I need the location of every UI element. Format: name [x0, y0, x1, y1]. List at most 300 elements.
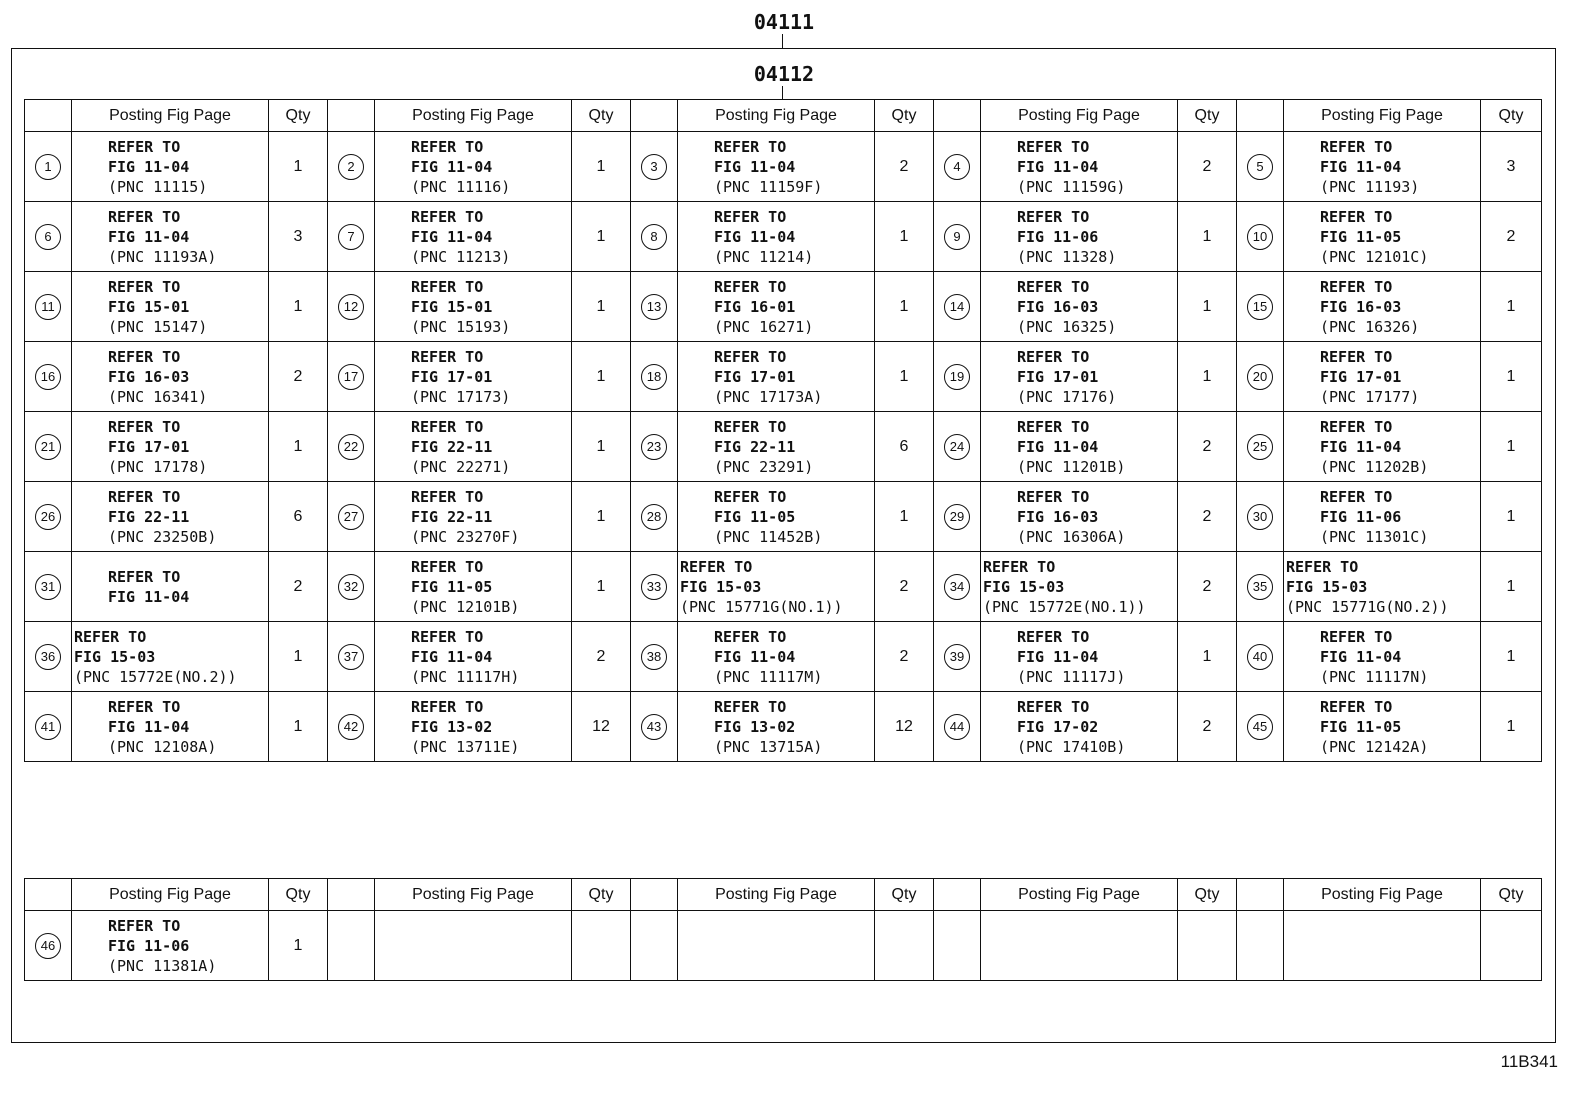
- qty-cell: 2: [1178, 132, 1237, 202]
- header-qty: Qty: [572, 879, 631, 911]
- posting-fig-page-cell: [72, 911, 269, 981]
- item-number-badge: 4: [944, 154, 970, 180]
- pnc-text: (PNC 15771G(NO.1)): [680, 597, 843, 616]
- item-number-badge: 43: [641, 714, 667, 740]
- posting-fig-page-cell: [1284, 552, 1481, 622]
- header-number-cell: [1237, 879, 1284, 911]
- refer-to-text: REFER TO: [108, 567, 181, 586]
- pnc-text: (PNC 15772E(NO.1)): [983, 597, 1146, 616]
- header-posting-fig-page: Posting Fig Page: [678, 100, 875, 132]
- pnc-text: (PNC 11117M): [714, 667, 823, 686]
- fig-ref-text: FIG 11-06: [1320, 507, 1402, 526]
- qty-cell: 1: [572, 342, 631, 412]
- fig-ref-text: FIG 11-04: [411, 157, 493, 176]
- item-number-badge: 38: [641, 644, 667, 670]
- item-number-cell: [25, 342, 72, 412]
- pnc-text: (PNC 11214): [714, 247, 814, 266]
- qty-cell: 3: [1481, 132, 1542, 202]
- fig-ref-text: FIG 11-04: [108, 717, 190, 736]
- refer-to-text: REFER TO: [411, 207, 484, 226]
- item-number-cell: [328, 911, 375, 981]
- item-number-badge: 2: [338, 154, 364, 180]
- posting-fig-page-cell: [678, 132, 875, 202]
- item-number-cell: [1237, 342, 1284, 412]
- item-number-badge: 30: [1247, 504, 1273, 530]
- pnc-text: (PNC 13715A): [714, 737, 823, 756]
- posting-fig-page-cell: [72, 132, 269, 202]
- fig-ref-text: FIG 22-11: [411, 507, 493, 526]
- item-number-cell: [25, 132, 72, 202]
- refer-to-text: REFER TO: [714, 417, 787, 436]
- pnc-text: (PNC 11159F): [714, 177, 823, 196]
- header-posting-fig-page: Posting Fig Page: [72, 879, 269, 911]
- qty-cell: 3: [269, 202, 328, 272]
- item-number-cell: [631, 272, 678, 342]
- refer-to-text: REFER TO: [411, 487, 484, 506]
- fig-ref-text: FIG 15-03: [680, 577, 762, 596]
- qty-cell: 1: [269, 272, 328, 342]
- fig-ref-text: FIG 11-05: [411, 577, 493, 596]
- refer-to-text: REFER TO: [74, 627, 147, 646]
- pnc-text: (PNC 11213): [411, 247, 511, 266]
- pnc-text: (PNC 11159G): [1017, 177, 1126, 196]
- qty-cell: 1: [269, 132, 328, 202]
- header-posting-fig-page: Posting Fig Page: [375, 100, 572, 132]
- posting-fig-page-cell: [72, 482, 269, 552]
- posting-fig-page-cell: [678, 272, 875, 342]
- item-number-cell: [934, 911, 981, 981]
- qty-cell: 2: [875, 552, 934, 622]
- pnc-text: (PNC 11117J): [1017, 667, 1126, 686]
- posting-fig-page-cell: [72, 552, 269, 622]
- header-row: [25, 100, 1542, 132]
- pnc-text: (PNC 23270F): [411, 527, 520, 546]
- qty-cell: 1: [572, 552, 631, 622]
- item-number-badge: 36: [35, 644, 61, 670]
- fig-ref-text: FIG 11-04: [714, 647, 796, 666]
- qty-cell: 1: [1178, 342, 1237, 412]
- fig-ref-text: FIG 11-06: [108, 936, 190, 955]
- item-number-badge: 12: [338, 294, 364, 320]
- refer-to-text: REFER TO: [1017, 627, 1090, 646]
- header-posting-fig-page: Posting Fig Page: [72, 100, 269, 132]
- fig-ref-text: FIG 11-04: [411, 647, 493, 666]
- leader-line-outer: [782, 34, 783, 48]
- item-number-cell: [25, 911, 72, 981]
- posting-fig-page-cell: [375, 132, 572, 202]
- fig-ref-text: FIG 11-04: [1017, 647, 1099, 666]
- item-number-cell: [934, 622, 981, 692]
- item-number-badge: 31: [35, 574, 61, 600]
- qty-cell: 2: [875, 622, 934, 692]
- fig-ref-text: FIG 17-01: [714, 367, 796, 386]
- posting-fig-page-cell: [72, 272, 269, 342]
- item-number-cell: [934, 692, 981, 762]
- item-number-badge: 14: [944, 294, 970, 320]
- qty-cell: 2: [1178, 552, 1237, 622]
- item-number-cell: [25, 622, 72, 692]
- fig-ref-text: FIG 13-02: [714, 717, 796, 736]
- refer-to-text: REFER TO: [1017, 277, 1090, 296]
- pnc-text: (PNC 12101C): [1320, 247, 1429, 266]
- leader-line-inner: [782, 86, 783, 99]
- qty-cell: 2: [1481, 202, 1542, 272]
- item-number-badge: 23: [641, 434, 667, 460]
- item-number-badge: 42: [338, 714, 364, 740]
- refer-to-text: REFER TO: [1017, 417, 1090, 436]
- item-number-badge: 17: [338, 364, 364, 390]
- refer-to-text: REFER TO: [714, 207, 787, 226]
- posting-fig-page-cell: [981, 272, 1178, 342]
- fig-ref-text: FIG 17-01: [108, 437, 190, 456]
- refer-to-text: REFER TO: [1320, 487, 1393, 506]
- header-posting-fig-page: Posting Fig Page: [1284, 879, 1481, 911]
- refer-to-text: REFER TO: [1017, 347, 1090, 366]
- item-number-badge: 19: [944, 364, 970, 390]
- qty-cell: 1: [1178, 622, 1237, 692]
- item-number-cell: [328, 482, 375, 552]
- refer-to-text: REFER TO: [411, 557, 484, 576]
- fig-ref-text: FIG 16-03: [1320, 297, 1402, 316]
- posting-fig-page-cell: [1284, 622, 1481, 692]
- fig-ref-text: FIG 16-03: [108, 367, 190, 386]
- posting-fig-page-cell: [72, 412, 269, 482]
- item-number-cell: [25, 202, 72, 272]
- item-number-cell: [1237, 482, 1284, 552]
- header-qty: Qty: [572, 100, 631, 132]
- qty-cell: [572, 911, 631, 981]
- posting-fig-page-cell: [375, 552, 572, 622]
- refer-to-text: REFER TO: [411, 277, 484, 296]
- item-number-badge: 11: [35, 294, 61, 320]
- pnc-text: (PNC 15193): [411, 317, 511, 336]
- header-number-cell: [631, 879, 678, 911]
- header-qty: Qty: [269, 100, 328, 132]
- fig-ref-text: FIG 11-04: [1320, 647, 1402, 666]
- posting-fig-page-cell: [981, 202, 1178, 272]
- item-number-cell: [328, 412, 375, 482]
- refer-to-text: REFER TO: [1320, 207, 1393, 226]
- pnc-text: (PNC 11328): [1017, 247, 1117, 266]
- refer-to-text: REFER TO: [108, 347, 181, 366]
- pnc-text: (PNC 11117H): [411, 667, 520, 686]
- qty-cell: 1: [875, 202, 934, 272]
- qty-cell: 12: [875, 692, 934, 762]
- qty-cell: [875, 911, 934, 981]
- fig-ref-text: FIG 17-01: [1017, 367, 1099, 386]
- posting-fig-page-cell: [981, 132, 1178, 202]
- fig-ref-text: FIG 11-04: [1320, 157, 1402, 176]
- fig-ref-text: FIG 16-01: [714, 297, 796, 316]
- item-number-cell: [1237, 272, 1284, 342]
- item-number-cell: [328, 692, 375, 762]
- fig-ref-text: FIG 22-11: [108, 507, 190, 526]
- posting-fig-page-cell: [1284, 911, 1481, 981]
- item-number-cell: [934, 412, 981, 482]
- refer-to-text: REFER TO: [983, 557, 1056, 576]
- qty-cell: 6: [875, 412, 934, 482]
- header-number-cell: [25, 100, 72, 132]
- pnc-text: (PNC 17177): [1320, 387, 1420, 406]
- fig-ref-text: FIG 11-04: [411, 227, 493, 246]
- table-row: [25, 342, 1542, 412]
- item-number-cell: [328, 552, 375, 622]
- refer-to-text: REFER TO: [1286, 557, 1359, 576]
- item-number-badge: 5: [1247, 154, 1273, 180]
- posting-fig-page-cell: [375, 482, 572, 552]
- pnc-text: (PNC 15147): [108, 317, 208, 336]
- refer-to-text: REFER TO: [1017, 207, 1090, 226]
- posting-fig-page-cell: [1284, 272, 1481, 342]
- posting-fig-page-cell: [678, 482, 875, 552]
- header-qty: Qty: [875, 879, 934, 911]
- fig-ref-text: FIG 17-01: [1320, 367, 1402, 386]
- pnc-text: (PNC 15771G(NO.2)): [1286, 597, 1449, 616]
- fig-ref-text: FIG 11-06: [1017, 227, 1099, 246]
- item-number-cell: [328, 342, 375, 412]
- qty-cell: 1: [572, 482, 631, 552]
- item-number-cell: [1237, 132, 1284, 202]
- item-number-badge: 25: [1247, 434, 1273, 460]
- item-number-cell: [631, 911, 678, 981]
- pnc-text: (PNC 16326): [1320, 317, 1420, 336]
- fig-ref-text: FIG 22-11: [714, 437, 796, 456]
- posting-fig-page-cell: [678, 342, 875, 412]
- item-number-badge: 35: [1247, 574, 1273, 600]
- pnc-text: (PNC 12108A): [108, 737, 217, 756]
- qty-cell: 1: [269, 911, 328, 981]
- main-parts-table: [24, 99, 1542, 762]
- header-number-cell: [328, 100, 375, 132]
- item-number-cell: [631, 552, 678, 622]
- qty-cell: 1: [1178, 272, 1237, 342]
- item-number-badge: 29: [944, 504, 970, 530]
- qty-cell: 2: [1178, 482, 1237, 552]
- table-row: [25, 482, 1542, 552]
- refer-to-text: REFER TO: [108, 207, 181, 226]
- item-number-badge: 3: [641, 154, 667, 180]
- item-number-cell: [934, 482, 981, 552]
- fig-ref-text: FIG 17-01: [411, 367, 493, 386]
- pnc-text: (PNC 17173A): [714, 387, 823, 406]
- posting-fig-page-cell: [981, 482, 1178, 552]
- pnc-text: (PNC 11301C): [1320, 527, 1429, 546]
- item-number-badge: 46: [35, 933, 61, 959]
- posting-fig-page-cell: [981, 911, 1178, 981]
- refer-to-text: REFER TO: [714, 627, 787, 646]
- table-row: [25, 202, 1542, 272]
- item-number-cell: [934, 272, 981, 342]
- item-number-badge: 45: [1247, 714, 1273, 740]
- fig-ref-text: FIG 17-02: [1017, 717, 1099, 736]
- qty-cell: [1178, 911, 1237, 981]
- posting-fig-page-cell: [375, 342, 572, 412]
- item-number-badge: 1: [35, 154, 61, 180]
- item-number-badge: 7: [338, 224, 364, 250]
- qty-cell: 6: [269, 482, 328, 552]
- pnc-text: (PNC 17178): [108, 457, 208, 476]
- fig-ref-text: FIG 11-04: [714, 157, 796, 176]
- table-row: [25, 552, 1542, 622]
- item-number-badge: 34: [944, 574, 970, 600]
- fig-ref-text: FIG 11-05: [714, 507, 796, 526]
- refer-to-text: REFER TO: [411, 697, 484, 716]
- pnc-text: (PNC 17173): [411, 387, 511, 406]
- fig-ref-text: FIG 15-01: [411, 297, 493, 316]
- posting-fig-page-cell: [375, 692, 572, 762]
- item-number-badge: 13: [641, 294, 667, 320]
- pnc-text: (PNC 16306A): [1017, 527, 1126, 546]
- item-number-cell: [25, 272, 72, 342]
- item-number-badge: 37: [338, 644, 364, 670]
- posting-fig-page-cell: [678, 622, 875, 692]
- fig-ref-text: FIG 11-04: [108, 227, 190, 246]
- qty-cell: 2: [1178, 692, 1237, 762]
- fig-ref-text: FIG 13-02: [411, 717, 493, 736]
- refer-to-text: REFER TO: [714, 137, 787, 156]
- qty-cell: 1: [1481, 692, 1542, 762]
- item-number-cell: [25, 552, 72, 622]
- pnc-text: (PNC 17176): [1017, 387, 1117, 406]
- posting-fig-page-cell: [1284, 482, 1481, 552]
- posting-fig-page-cell: [678, 412, 875, 482]
- posting-fig-page-cell: [678, 692, 875, 762]
- posting-fig-page-cell: [72, 202, 269, 272]
- qty-cell: 2: [875, 132, 934, 202]
- item-number-badge: 6: [35, 224, 61, 250]
- header-number-cell: [328, 879, 375, 911]
- posting-fig-page-cell: [375, 622, 572, 692]
- pnc-text: (PNC 17410B): [1017, 737, 1126, 756]
- item-number-cell: [631, 482, 678, 552]
- item-number-cell: [25, 692, 72, 762]
- refer-to-text: REFER TO: [1320, 627, 1393, 646]
- pnc-text: (PNC 11201B): [1017, 457, 1126, 476]
- item-number-cell: [934, 202, 981, 272]
- item-number-cell: [631, 202, 678, 272]
- fig-ref-text: FIG 11-04: [1320, 437, 1402, 456]
- refer-to-text: REFER TO: [108, 277, 181, 296]
- fig-ref-text: FIG 11-04: [108, 157, 190, 176]
- refer-to-text: REFER TO: [108, 487, 181, 506]
- qty-cell: 1: [1481, 342, 1542, 412]
- pnc-text: (PNC 11115): [108, 177, 208, 196]
- fig-ref-text: FIG 11-04: [1017, 437, 1099, 456]
- fig-ref-text: FIG 15-03: [74, 647, 156, 666]
- refer-to-text: REFER TO: [108, 916, 181, 935]
- qty-cell: 1: [1481, 552, 1542, 622]
- header-posting-fig-page: Posting Fig Page: [375, 879, 572, 911]
- header-number-cell: [1237, 100, 1284, 132]
- item-number-badge: 32: [338, 574, 364, 600]
- pnc-text: (PNC 12142A): [1320, 737, 1429, 756]
- header-posting-fig-page: Posting Fig Page: [1284, 100, 1481, 132]
- item-number-badge: 18: [641, 364, 667, 390]
- refer-to-text: REFER TO: [680, 557, 753, 576]
- qty-cell: 1: [1481, 272, 1542, 342]
- header-qty: Qty: [1178, 879, 1237, 911]
- fig-ref-text: FIG 15-03: [1286, 577, 1368, 596]
- qty-cell: 2: [269, 342, 328, 412]
- posting-fig-page-cell: [72, 342, 269, 412]
- item-number-badge: 40: [1247, 644, 1273, 670]
- qty-cell: 1: [572, 202, 631, 272]
- pnc-text: (PNC 13711E): [411, 737, 520, 756]
- item-number-badge: 24: [944, 434, 970, 460]
- item-number-cell: [934, 552, 981, 622]
- header-number-cell: [934, 100, 981, 132]
- table-row: [25, 622, 1542, 692]
- item-number-badge: 41: [35, 714, 61, 740]
- item-number-cell: [328, 272, 375, 342]
- header-qty: Qty: [1178, 100, 1237, 132]
- pnc-text: (PNC 11381A): [108, 956, 217, 975]
- qty-cell: 1: [875, 272, 934, 342]
- qty-cell: 1: [572, 412, 631, 482]
- refer-to-text: REFER TO: [714, 487, 787, 506]
- pnc-text: (PNC 23291): [714, 457, 814, 476]
- qty-cell: 1: [875, 482, 934, 552]
- fig-ref-text: FIG 11-05: [1320, 227, 1402, 246]
- item-number-cell: [328, 622, 375, 692]
- illustration-code: 11B341: [1500, 1052, 1558, 1071]
- posting-fig-page-cell: [375, 412, 572, 482]
- item-number-badge: 20: [1247, 364, 1273, 390]
- posting-fig-page-cell: [1284, 342, 1481, 412]
- pnc-text: (PNC 11193): [1320, 177, 1420, 196]
- item-number-cell: [328, 202, 375, 272]
- pnc-text: (PNC 11116): [411, 177, 511, 196]
- item-number-cell: [631, 622, 678, 692]
- qty-cell: 1: [269, 412, 328, 482]
- posting-fig-page-cell: [981, 552, 1178, 622]
- header-posting-fig-page: Posting Fig Page: [678, 879, 875, 911]
- header-posting-fig-page: Posting Fig Page: [981, 879, 1178, 911]
- item-number-badge: 16: [35, 364, 61, 390]
- header-number-cell: [631, 100, 678, 132]
- label-04112: 04112: [753, 62, 815, 86]
- item-number-cell: [1237, 692, 1284, 762]
- pnc-text: (PNC 16271): [714, 317, 814, 336]
- qty-cell: 2: [269, 552, 328, 622]
- item-number-cell: [631, 412, 678, 482]
- refer-to-text: REFER TO: [1320, 347, 1393, 366]
- header-qty: Qty: [1481, 100, 1542, 132]
- fig-ref-text: FIG 15-03: [983, 577, 1065, 596]
- item-number-cell: [328, 132, 375, 202]
- item-number-cell: [631, 692, 678, 762]
- pnc-text: (PNC 11452B): [714, 527, 823, 546]
- header-posting-fig-page: Posting Fig Page: [981, 100, 1178, 132]
- pnc-text: (PNC 11193A): [108, 247, 217, 266]
- refer-to-text: REFER TO: [714, 697, 787, 716]
- fig-ref-text: FIG 11-04: [714, 227, 796, 246]
- posting-fig-page-cell: [375, 911, 572, 981]
- fig-ref-text: FIG 22-11: [411, 437, 493, 456]
- qty-cell: 1: [1481, 482, 1542, 552]
- fig-ref-text: FIG 16-03: [1017, 297, 1099, 316]
- fig-ref-text: FIG 15-01: [108, 297, 190, 316]
- item-number-badge: 39: [944, 644, 970, 670]
- table-row: [25, 132, 1542, 202]
- item-number-badge: 26: [35, 504, 61, 530]
- qty-cell: 2: [572, 622, 631, 692]
- qty-cell: 1: [1481, 412, 1542, 482]
- posting-fig-page-cell: [1284, 132, 1481, 202]
- refer-to-text: REFER TO: [411, 417, 484, 436]
- item-number-badge: 33: [641, 574, 667, 600]
- refer-to-text: REFER TO: [1320, 697, 1393, 716]
